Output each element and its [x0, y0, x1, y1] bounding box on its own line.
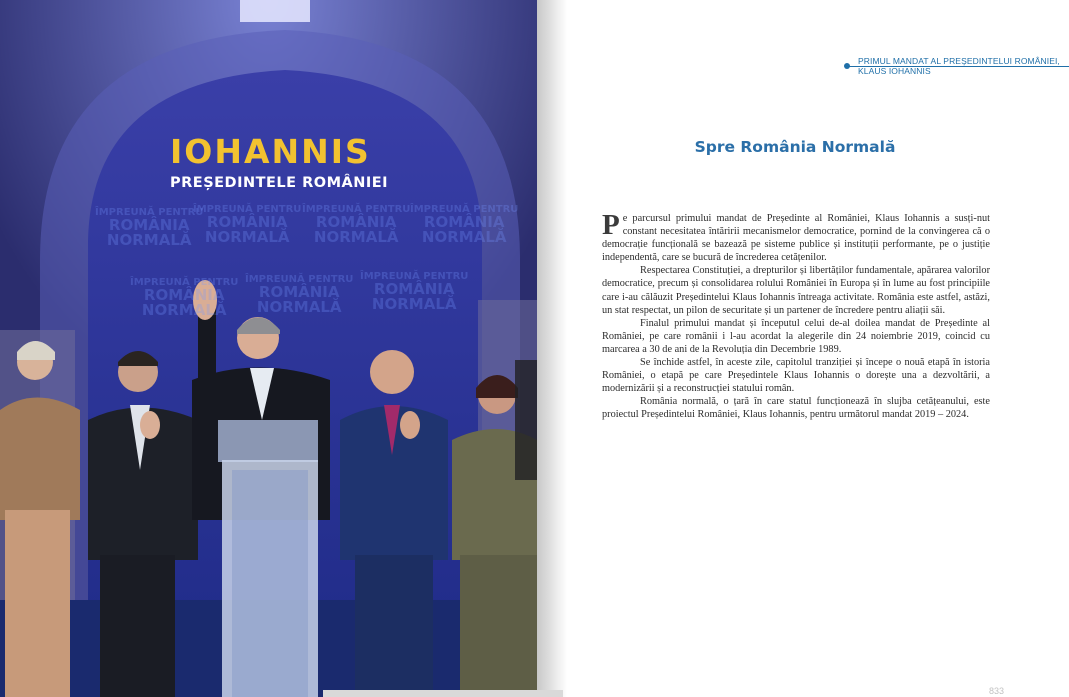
paragraph-5: România normală, o țară în care statul funcționează în slujba cetățeanului, este proiectul Președintelui României, Klaus Iohannis, pentru următorul mandat 2019 – 2024.: [602, 396, 990, 421]
slogan-small: ÎMPREUNĂ PENTRU: [302, 204, 411, 215]
banner-slogan: [95, 208, 203, 248]
slogan-line-2: NORMALĂ: [421, 228, 507, 246]
slogan-small: ÎMPREUNĂ PENTRU: [410, 204, 519, 215]
banner-slogan: [130, 278, 238, 318]
banner-slogan: [410, 205, 518, 245]
slogan-line-1: ROMÂNIA: [206, 213, 288, 231]
slogan-small: ÎMPREUNĂ PENTRU: [130, 277, 239, 288]
slogan-line-1: ROMÂNIA: [373, 280, 455, 298]
slogan-line-1: ROMÂNIA: [423, 213, 505, 231]
slogan-line-2: NORMALĂ: [313, 228, 399, 246]
chapter-title: Spre România Normală: [694, 138, 896, 156]
slogan-line-2: NORMALĂ: [204, 228, 290, 246]
page-number: 833: [989, 686, 1005, 696]
page-gutter-shadow: [537, 0, 567, 697]
running-header-line-1: PRIMUL MANDAT AL PREȘEDINTELUI ROMÂNIEI,: [858, 56, 1060, 66]
slogan-small: ÎMPREUNĂ PENTRU: [193, 204, 302, 215]
banner-slogan: [302, 205, 410, 245]
slogan-line-2: NORMALĂ: [106, 231, 192, 249]
slogan-line-2: NORMALĂ: [141, 301, 227, 319]
paragraph-2: Respectarea Constituției, a drepturilor și libertăților fundamentale, apărarea valorilor democratice, precum și consolidarea rolului României în Europa și în lume au fost principiile care i-au călăuzit Președintelui Klaus Iohannis întreaga activitate. România este astfel, astăzi, un stat respectat, un pilon de securitate și un partener de încredere pentru aliații săi.: [602, 265, 990, 316]
paragraph-1-text: e parcursul primului mandat de Președinte al României, Klaus Iohannis a susți-nut constant necesitatea întăririi mecanismelor democratice, pornind de la convingerea că o democrație funcțională se bazează pe sisteme publice și instituții performante, pe o justiție independentă, care se bucură de încrederea cetățenilor.: [602, 213, 990, 264]
slogan-small: ÎMPREUNĂ PENTRU: [360, 271, 469, 282]
banner-slogan: [360, 272, 468, 312]
banner-slogan: [193, 205, 301, 245]
slogan-line-2: NORMALĂ: [371, 295, 457, 313]
article-body: [602, 209, 990, 422]
running-header-line-2: KLAUS IOHANNIS: [858, 66, 931, 76]
slogan-line-1: ROMÂNIA: [143, 286, 225, 304]
paragraph-4: Se închide astfel, în aceste zile, capitolul tranziției și începe o nouă etapă în istoria României, o etapă pe care Președintele Klaus Iohannis o dorește una a dezvoltării, a modernizării și a reconstrucției statului român.: [602, 357, 990, 395]
slogan-line-1: ROMÂNIA: [315, 213, 397, 231]
banner-title: IOHANNIS: [170, 132, 371, 171]
slogan-line-2: NORMALĂ: [256, 298, 342, 316]
slogan-line-1: ROMÂNIA: [108, 216, 190, 234]
banner-subtitle: PREȘEDINTELE ROMÂNIEI: [170, 175, 389, 191]
slogan-small: ÎMPREUNĂ PENTRU: [245, 274, 354, 285]
slogan-line-1: ROMÂNIA: [258, 283, 340, 301]
paragraph-3: Finalul primului mandat și începutul celui de-al doilea mandat de Președinte al României, pe care românii i l-au acordat la alegerile din 24 noiembrie 2019, coincid cu marcarea a 30 de ani de la Revoluția din Decembrie 1989.: [602, 317, 990, 355]
drop-cap: P: [602, 209, 620, 241]
page-edge: [323, 690, 563, 697]
paragraph-1: [602, 209, 990, 264]
podium: [218, 420, 318, 697]
slogan-small: ÎMPREUNĂ PENTRU: [95, 207, 204, 218]
banner-slogan: [245, 275, 353, 315]
